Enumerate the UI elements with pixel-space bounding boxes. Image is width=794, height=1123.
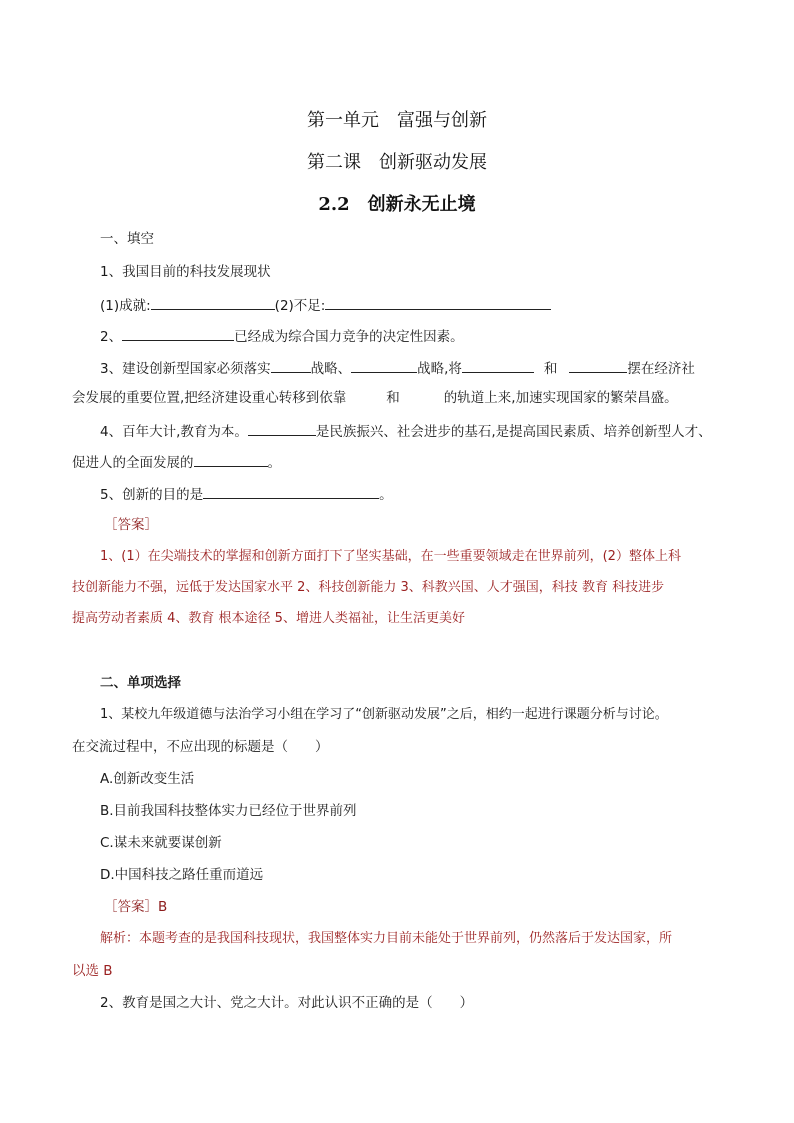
q3-text-h: 的轨道上来,加速实现国家的繁荣昌盛。 <box>443 390 678 406</box>
part2-heading: 二、单项选择 <box>100 675 181 691</box>
part1-answer-label: ［答案］ <box>104 517 158 533</box>
q4-text-b: 是民族振兴、社会进步的基石,是提高国民素质、培养创新型人才、 <box>315 424 712 440</box>
q3-blank-1 <box>271 358 311 373</box>
part1-answer-line-2: 技创新能力不强，远低于发达国家水平 2、科技创新能力 3、科教兴国、人才强国，科技 教育 科技进步 <box>72 580 665 595</box>
q3-text-f: 会发展的重要位置,把经济建设重心转移到依靠 <box>72 390 347 406</box>
q2-text: 已经成为综合国力竞争的决定性因素。 <box>234 329 464 345</box>
q4-line-1 <box>100 421 712 441</box>
part2-q1-line-1: 1、某校九年级道德与法治学习小组在学习了“创新驱动发展”之后，相约一起进行课题分析与讨论。 <box>100 707 668 722</box>
lesson-title: 第二课 创新驱动发展 <box>307 152 487 173</box>
section-title: 2.2 创新永无止境 <box>318 194 476 215</box>
q1-achievement-blank <box>151 295 275 310</box>
q5-text-b: 。 <box>379 487 393 503</box>
part2-q1-line-2: 在交流过程中，不应出现的标题是（ ） <box>72 739 329 755</box>
q3-text-e: 摆在经济社 <box>627 361 695 377</box>
analysis-line-2: 以选 B <box>72 963 113 979</box>
q1-shortfall-label: (2)不足: <box>274 298 326 314</box>
q3-text-d: 和 <box>543 361 558 377</box>
q3-text-c: 战略,将 <box>417 361 462 377</box>
part1-answer-line-3: 提高劳动者素质 4、教育 根本途径 5、增进人类福祉，让生活更美好 <box>72 611 465 626</box>
analysis-line-1: 解析：本题考查的是我国科技现状，我国整体实力目前未能处于世界前列，仍然落后于发达国家，所 <box>100 931 673 946</box>
part1-answer-line-1: 1、(1）在尖端技术的掌握和创新方面打下了坚实基础，在一些重要领域走在世界前列，(2）整体上科 <box>100 549 681 564</box>
part2-answer: ［答案］B <box>104 899 168 915</box>
q3-blank-2 <box>351 358 417 373</box>
q4-text-c: 促进人的全面发展的 <box>72 455 194 471</box>
q4-text-d: 。 <box>267 455 281 471</box>
q3-line-2 <box>72 389 678 407</box>
q4-line-2 <box>72 452 281 472</box>
q2-blank <box>122 326 234 341</box>
q5-text-a: 5、创新的目的是 <box>100 487 204 503</box>
q3-blank-4 <box>569 358 627 373</box>
unit-title: 第一单元 富强与创新 <box>307 110 487 131</box>
part1-heading: 一、填空 <box>100 231 154 247</box>
q1-fill-line <box>100 295 551 315</box>
q1-achievement-label: (1)成就: <box>100 298 151 314</box>
q4-blank-1 <box>248 421 316 436</box>
option-b: B.目前我国科技整体实力已经位于世界前列 <box>100 803 357 819</box>
q5-blank <box>203 484 379 499</box>
option-d: D.中国科技之路任重而道远 <box>100 867 264 883</box>
q4-blank-2 <box>194 452 268 467</box>
q2-number: 2、 <box>100 329 123 345</box>
option-a: A.创新改变生活 <box>100 771 195 787</box>
q3-text-g: 和 <box>386 390 400 406</box>
q3-text-b: 战略、 <box>310 361 352 377</box>
q5-line <box>100 484 393 504</box>
q3-blank-3 <box>462 358 534 373</box>
q1-stem: 1、我国目前的科技发展现状 <box>100 264 271 280</box>
q3-line-1 <box>100 358 695 378</box>
q2-line <box>100 326 464 346</box>
q4-text-a: 4、百年大计,教育为本。 <box>100 424 248 440</box>
q3-text-a: 3、建设创新型国家必须落实 <box>100 361 271 377</box>
q1-shortfall-blank <box>325 295 551 310</box>
part2-q2: 2、教育是国之大计、党之大计。对此认识不正确的是（ ） <box>100 995 474 1011</box>
option-c: C.谋未来就要谋创新 <box>100 835 222 851</box>
